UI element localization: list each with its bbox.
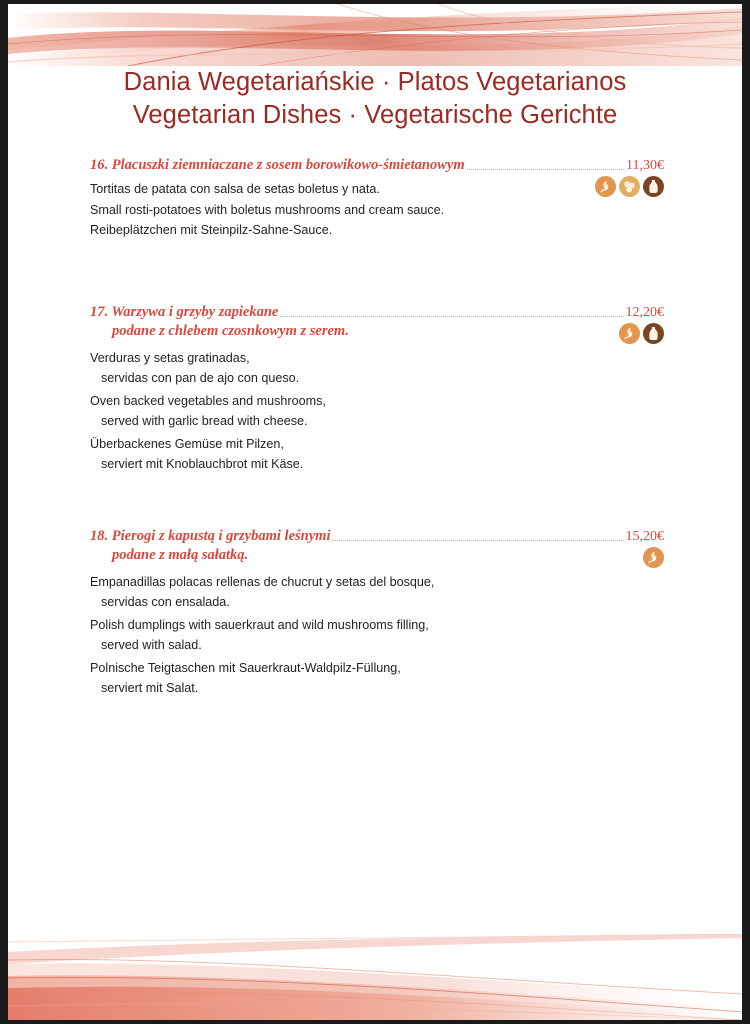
description-line: Überbackenes Gemüse mit Pilzen,	[90, 436, 284, 451]
dish-name-row	[90, 303, 664, 322]
description-en	[90, 200, 664, 221]
milk-allergen-icon[interactable]	[643, 323, 664, 344]
dish-list	[90, 156, 664, 699]
description-de	[90, 658, 664, 699]
description-line-cont: serviert mit Knoblauchbrot mit Käse.	[101, 457, 304, 471]
dish-name-row	[90, 527, 664, 546]
gluten-allergen-icon[interactable]	[619, 323, 640, 344]
dotted-leader	[467, 168, 624, 170]
dish-item-18[interactable]	[90, 527, 664, 699]
dish-item-17[interactable]	[90, 303, 664, 475]
dish-price: 15,20€	[625, 528, 664, 544]
dish-name: 16. Placuszki ziemniaczane z sosem borowikowo-śmietanowym	[90, 157, 465, 173]
menu-title-line-2: Vegetarian Dishes · Vegetarische Gerichte	[132, 101, 618, 129]
description-en	[90, 615, 664, 656]
menu-title-line-1: Dania Wegetariańskie · Platos Vegetarianos	[123, 68, 627, 96]
description-line: Polnische Teigtaschen mit Sauerkraut-Waldpilz-Füllung,	[90, 660, 401, 675]
description-line: Small rosti-potatoes with boletus mushrooms and cream sauce.	[90, 202, 445, 217]
description-line: Tortitas de patata con salsa de setas boletus y nata.	[90, 182, 380, 196]
description-line-cont: served with garlic bread with cheese.	[101, 414, 308, 428]
description-line-cont: serviert mit Salat.	[101, 681, 199, 695]
description-line-cont: served with salad.	[101, 638, 202, 652]
dish-name: 17. Warzywa i grzyby zapiekane	[90, 303, 279, 320]
dish-item-16[interactable]	[90, 156, 664, 241]
page-title	[8, 66, 742, 132]
dish-header	[90, 527, 664, 565]
description-es	[90, 348, 664, 389]
milk-allergen-icon[interactable]	[643, 176, 664, 197]
description-line: Polish dumplings with sauerkraut and wild mushrooms filling,	[90, 617, 429, 632]
description-line: Verduras y setas gratinadas,	[90, 350, 250, 365]
dish-header	[90, 303, 664, 341]
dish-price: 12,20€	[625, 304, 664, 320]
top-ribbon-decoration	[8, 4, 742, 66]
dotted-leader	[280, 315, 623, 317]
dish-name-continuation: podane z chlebem czosnkowym z serem.	[112, 322, 349, 339]
description-line-cont: servidas con ensalada.	[101, 595, 230, 609]
description-es	[90, 572, 664, 613]
description-line: Empanadillas polacas rellenas de chucrut y setas del bosque,	[90, 574, 435, 589]
dish-name-row	[90, 156, 664, 175]
allergen-badges	[619, 323, 664, 344]
description-line-cont: servidas con pan de ajo con queso.	[101, 371, 300, 385]
nuts-allergen-icon[interactable]	[619, 176, 640, 197]
gluten-allergen-icon[interactable]	[643, 547, 664, 568]
description-line: Reibeplätzchen mit Steinpilz-Sahne-Sauce.	[90, 223, 333, 237]
description-de	[90, 434, 664, 475]
dish-name: 18. Pierogi z kapustą i grzybami leśnymi	[90, 527, 331, 544]
dish-descriptions	[90, 348, 664, 475]
page-sheet	[8, 4, 742, 1020]
dish-name-continuation: podane z małą sałatką.	[112, 546, 249, 563]
allergen-badges	[595, 176, 664, 197]
dotted-leader	[332, 539, 623, 541]
description-en	[90, 391, 664, 432]
gluten-allergen-icon[interactable]	[595, 176, 616, 197]
dish-descriptions	[90, 572, 664, 699]
allergen-badges	[643, 547, 664, 568]
bottom-ribbon-decoration	[8, 934, 742, 1020]
description-de	[90, 220, 664, 241]
dish-header	[90, 156, 664, 175]
description-line: Oven backed vegetables and mushrooms,	[90, 393, 326, 408]
dish-price: 11,30€	[626, 158, 664, 173]
dish-descriptions	[90, 179, 664, 241]
description-es	[90, 179, 664, 200]
